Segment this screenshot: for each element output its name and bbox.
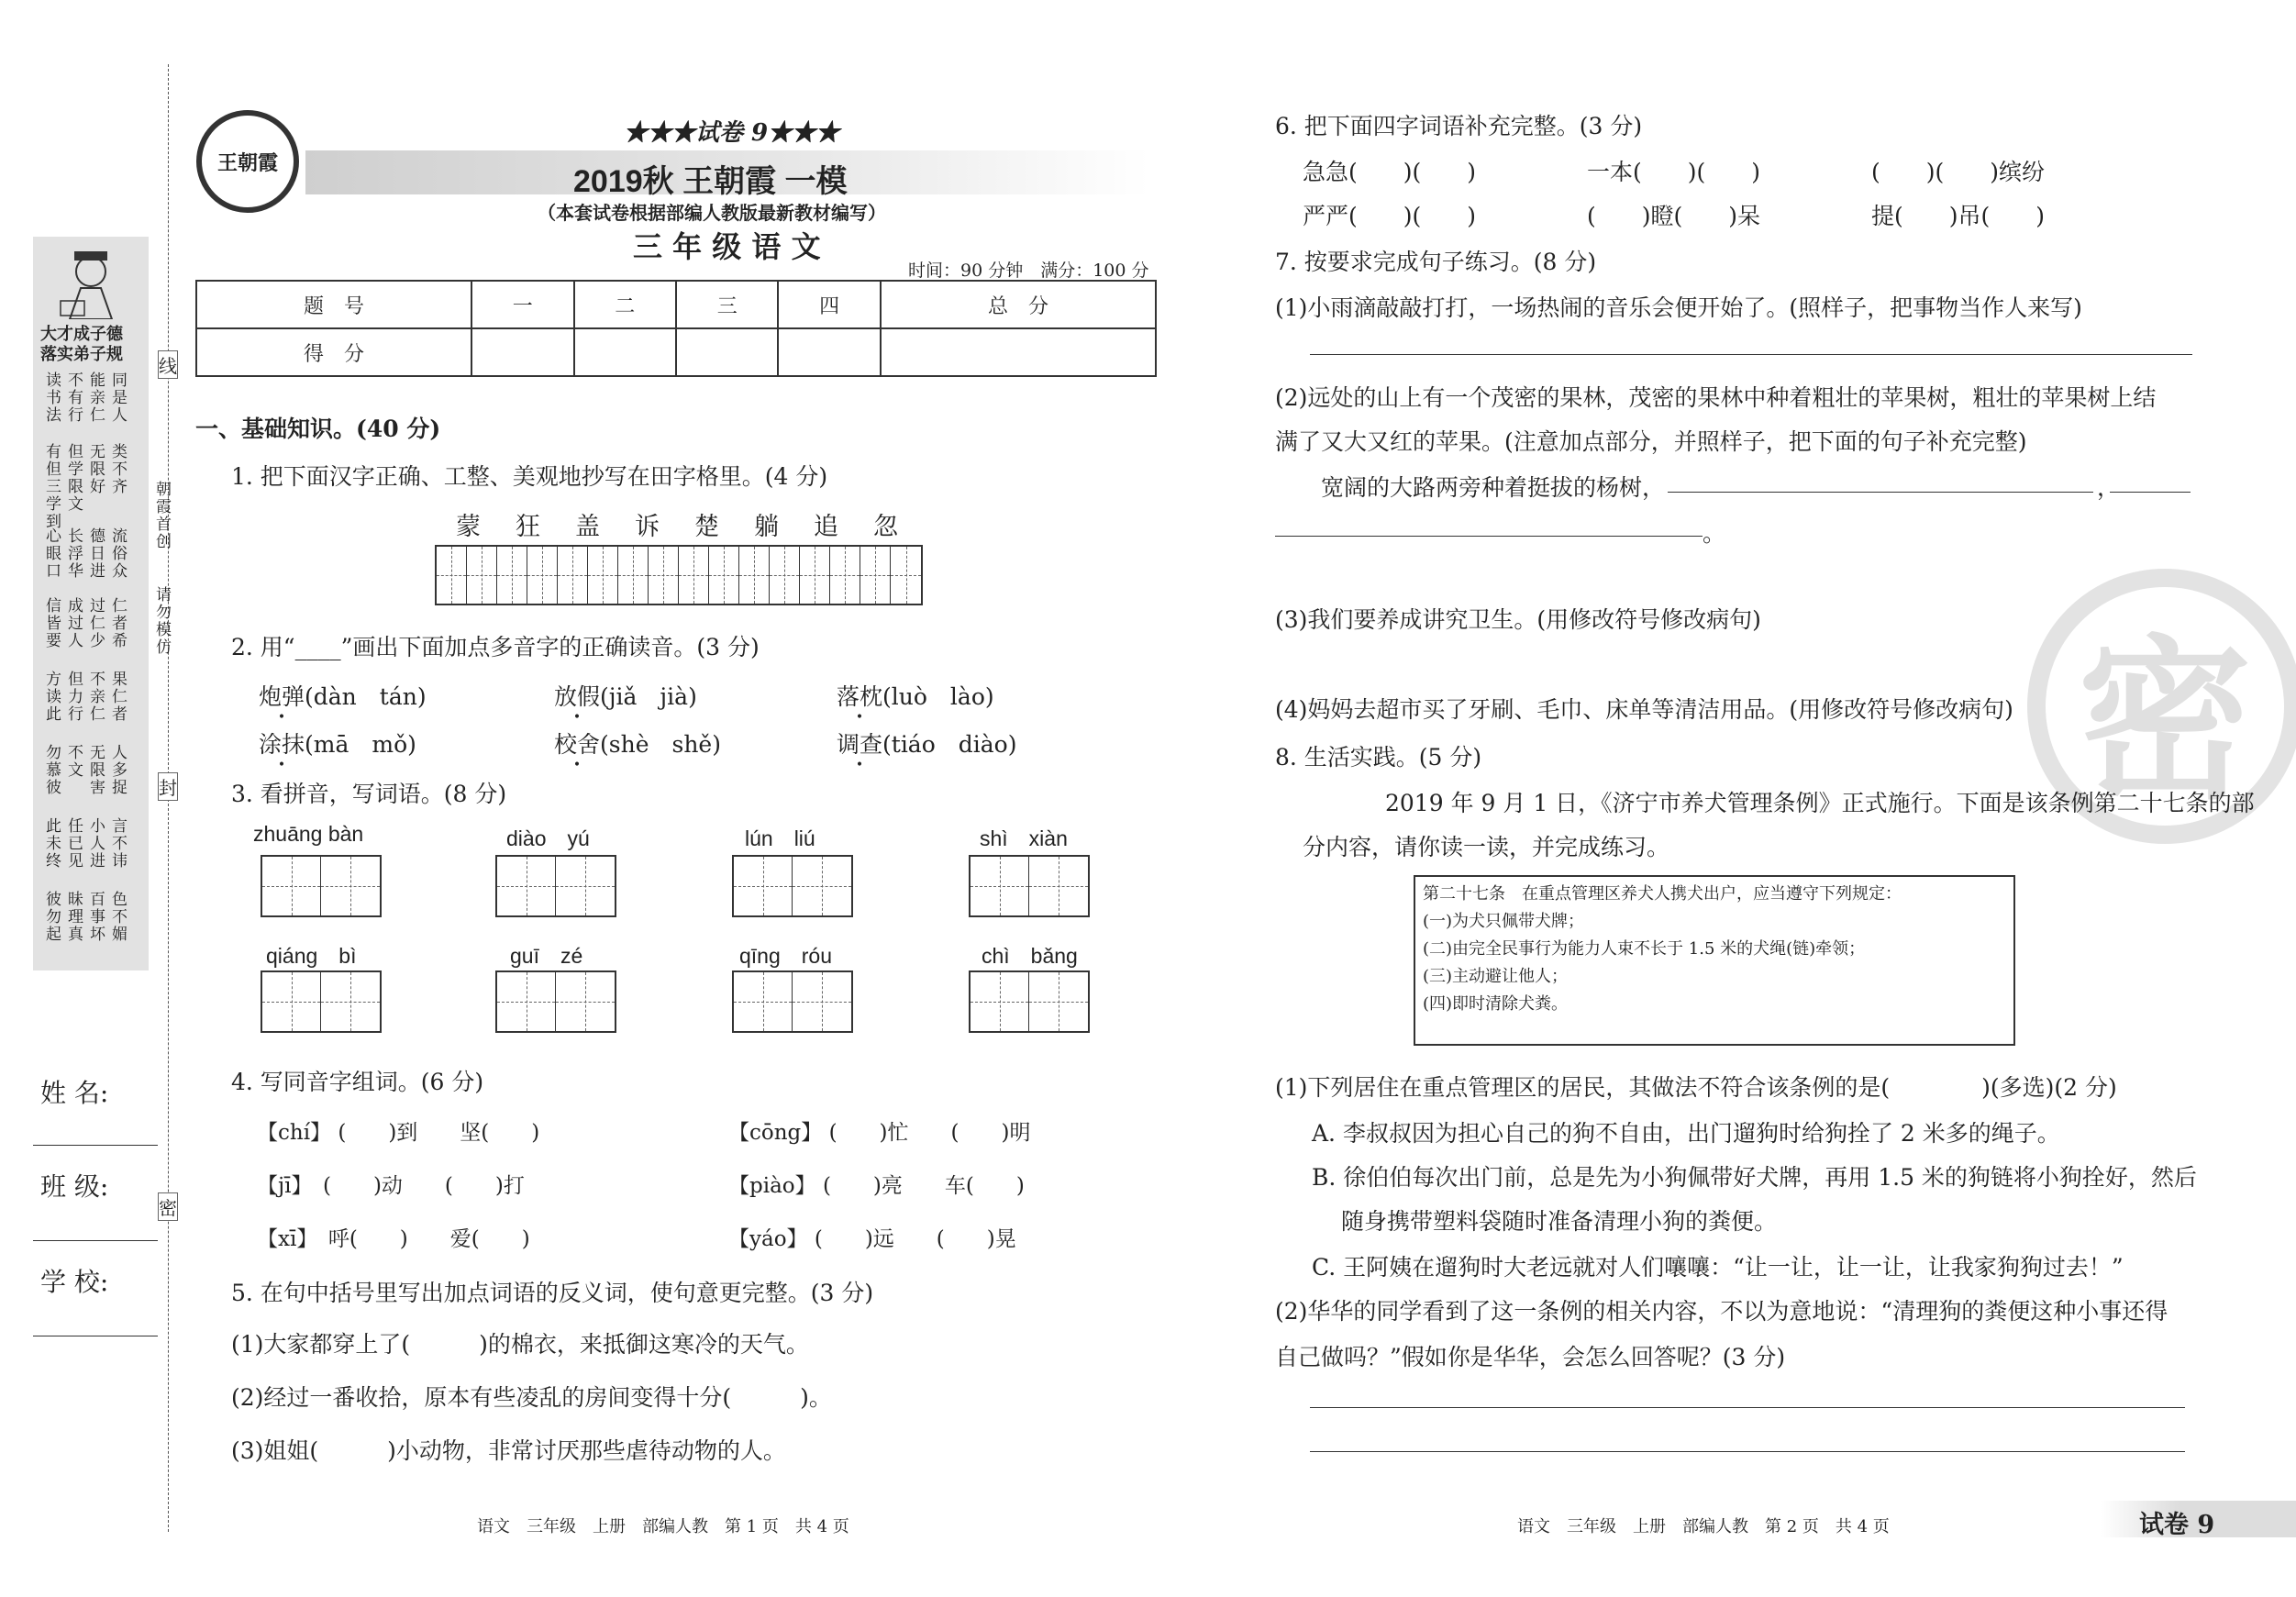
poem-col: 读书法 <box>46 372 61 425</box>
q8-option-b-cont: 随身携带塑料袋随时准备清理小狗的粪便。 <box>1341 1208 1778 1235</box>
poem-col: 无限害 <box>90 744 105 797</box>
regulation-line: (一)为犬只佩带犬牌； <box>1423 912 1585 931</box>
poem-col: 德日进 <box>90 527 105 581</box>
q1-char: 诉 <box>635 513 660 541</box>
q2-item <box>837 679 994 712</box>
q5-item[interactable]: (2)经过一番收拾，原本有些凌乱的房间变得十分( )。 <box>231 1384 832 1411</box>
question-7: 7. 按要求完成句子练习。(8 分) <box>1275 249 1597 275</box>
q8-option-c[interactable]: C. 王阿姨在遛狗时大老远就对人们嚷嚷：“让一让，让一让，让我家狗狗过去！” <box>1312 1254 2124 1281</box>
score-header: 总 分 <box>881 281 1156 328</box>
poem-col: 色不媚 <box>112 891 128 944</box>
q2-item <box>259 679 427 712</box>
poem-col: 彼勿起 <box>46 891 61 944</box>
side-vertical-note-1: 朝霞首创 <box>156 481 172 551</box>
q2-word: 落枕 <box>837 683 883 710</box>
q2-word: 炮弹 <box>259 683 305 710</box>
poem-col: 人多捉 <box>112 744 128 797</box>
poem-col: 长浮华 <box>68 527 83 581</box>
poem-col: 不亲仁 <box>90 671 105 724</box>
q3-pinyin: shì xiàn <box>980 826 1068 850</box>
q2-word: 放假 <box>554 683 601 710</box>
regulation-line: (四)即时清除犬粪。 <box>1423 994 1569 1014</box>
poem-col: 小人进 <box>90 817 105 871</box>
q3-answer-grid[interactable] <box>495 970 616 1033</box>
q1-char: 蒙 <box>456 513 481 541</box>
secret-watermark: 密 <box>2027 569 2296 844</box>
q4-row-item[interactable]: 【xī】 呼( ) 爱( ) <box>257 1227 530 1251</box>
q1-char: 躺 <box>754 513 779 541</box>
poem-col: 无限好 <box>90 443 105 496</box>
brand-logo <box>196 110 299 213</box>
q2-pinyin[interactable]: (mā mǒ) <box>305 731 416 758</box>
poem-col: 百事坏 <box>90 891 105 944</box>
q1-char: 忽 <box>873 513 898 541</box>
q5-item[interactable]: (1)大家都穿上了( )的棉衣，来抵御这寒冷的天气。 <box>231 1331 809 1358</box>
score-row-label: 得 分 <box>196 328 471 376</box>
poem-col: 但力行 <box>68 671 83 724</box>
question-4: 4. 写同音字组词。(6 分) <box>231 1069 484 1095</box>
q2-pinyin[interactable]: (luò lào) <box>882 683 994 710</box>
q4-row-item[interactable]: 【cōng】 ( )忙 ( )明 <box>728 1121 1031 1145</box>
sidebar-slogan-1: 大才成子德 <box>40 325 123 344</box>
poem-col: 但学限文 <box>68 443 83 514</box>
corner-tag-text: 试卷 9 <box>2139 1511 2215 1539</box>
poem-col: 不文 <box>68 744 83 780</box>
exam-note: （本套试卷根据部编人教版最新教材编写） <box>538 202 886 224</box>
q1-tianzige-grid[interactable] <box>435 545 923 605</box>
question-5: 5. 在句中括号里写出加点词语的反义词，使句意更完整。(3 分) <box>231 1280 874 1306</box>
q3-pinyin: diào yú <box>506 826 590 850</box>
q3-pinyin: qīng róu <box>739 944 833 968</box>
seal-mark-seal: 封 <box>158 772 178 801</box>
q2-item <box>259 726 416 760</box>
q7-2a: (2)远处的山上有一个茂密的果林，茂密的果林中种着粗壮的苹果树，粗壮的苹果树上结 <box>1275 384 2157 411</box>
q2-word: 调查 <box>837 731 883 758</box>
paper-tag: ★★★试卷 9★★★ <box>624 119 840 147</box>
score-cell[interactable] <box>676 328 778 376</box>
score-header: 四 <box>778 281 880 328</box>
q7-2-answer-line[interactable] <box>2110 492 2191 493</box>
score-cell[interactable] <box>574 328 676 376</box>
q8-2a: (2)华华的同学看到了这一条例的相关内容，不以为意地说：“清理狗的粪便这种小事还得 <box>1275 1298 2168 1325</box>
poem-col: 任已见 <box>68 817 83 871</box>
question-2: 2. 用“____”画出下面加点多音字的正确读音。(3 分) <box>231 634 760 660</box>
q3-pinyin: guī zé <box>510 944 583 968</box>
q2-word: 校舍 <box>554 731 601 758</box>
score-header: 二 <box>574 281 676 328</box>
q8-option-b[interactable]: B. 徐伯伯每次出门前，总是先为小狗佩带好犬牌，再用 1.5 米的狗链将小狗拴好，然后 <box>1312 1164 2197 1191</box>
logo-text: 王朝霞 <box>216 150 278 175</box>
score-cell[interactable] <box>471 328 573 376</box>
q2-pinyin[interactable]: (jiǎ jià) <box>600 683 697 710</box>
poem-col: 类不齐 <box>112 443 128 496</box>
poem-col: 果仁者 <box>112 671 128 724</box>
q3-pinyin: zhuāng bàn <box>253 822 364 846</box>
q7-1: (1)小雨滴敲敲打打，一场热闹的音乐会便开始了。(照样子，把事物当作人来写) <box>1275 294 2082 321</box>
q2-pinyin[interactable]: (dàn tán) <box>305 683 427 710</box>
q8-option-a[interactable]: A. 李叔叔因为担心自己的狗不自由，出门遛狗时给狗拴了 2 米多的绳子。 <box>1312 1120 2060 1147</box>
q1-char: 追 <box>814 513 838 541</box>
q2-item <box>554 679 697 712</box>
q7-2-answer-line[interactable] <box>1275 536 1703 537</box>
poem-col: 昧理真 <box>68 891 83 944</box>
question-3: 3. 看拼音，写词语。(8 分) <box>231 781 507 807</box>
q1-characters <box>438 506 915 542</box>
regulation-box <box>1414 875 2015 1046</box>
q4-row-item[interactable]: 【jī】 ( )动 ( )打 <box>257 1174 525 1198</box>
name-field[interactable] <box>33 1145 158 1146</box>
student-cartoon-icon <box>33 237 149 319</box>
q6-item[interactable]: 提( )吊( ) <box>1871 203 2046 229</box>
q2-word: 涂抹 <box>259 731 305 758</box>
q3-pinyin: chì bǎng <box>982 944 1078 968</box>
q2-pinyin[interactable]: (tiáo diào) <box>882 731 1017 758</box>
time-info: 时间：90 分钟 满分：100 分 <box>908 261 1149 281</box>
q7-4: (4)妈妈去超市买了牙刷、毛巾、床单等清洁用品。(用修改符号修改病句) <box>1275 696 2013 723</box>
q3-answer-grid[interactable] <box>732 970 853 1033</box>
poem-col: 能亲仁 <box>90 372 105 425</box>
seal-mark-line: 线 <box>158 350 178 379</box>
section-1-title: 一、基础知识。(40 分) <box>195 416 441 442</box>
q4-row-item[interactable]: 【yáo】 ( )远 ( )晃 <box>728 1227 1016 1251</box>
side-vertical-note-2: 请勿模仿 <box>156 586 172 657</box>
q1-char: 狂 <box>516 513 540 541</box>
score-header: 题 号 <box>196 281 471 328</box>
sidebar-panel <box>33 237 149 970</box>
class-label: 班 级: <box>40 1171 109 1202</box>
q6-item[interactable]: ( )瞪( )呆 <box>1587 203 1761 229</box>
q1-char: 盖 <box>575 513 600 541</box>
q3-answer-grid[interactable] <box>495 855 616 917</box>
poem-col: 信皆要 <box>46 597 61 650</box>
q8-2-answer-line[interactable] <box>1310 1451 2185 1452</box>
q7-2c: 宽阔的大路两旁种着挺拔的杨树， <box>1321 474 1666 501</box>
q3-answer-grid[interactable] <box>732 855 853 917</box>
poem-col: 此未终 <box>46 817 61 871</box>
corner-paper-tag <box>2101 1501 2296 1537</box>
score-header: 三 <box>676 281 778 328</box>
poem-col: 成过人 <box>68 597 83 650</box>
seal-mark-secret: 密 <box>158 1192 178 1221</box>
q3-pinyin: qiáng bì <box>266 944 357 968</box>
poem-col: 有但三学到 <box>46 443 61 531</box>
poem-col: 言不讳 <box>112 817 128 871</box>
q3-answer-grid[interactable] <box>261 970 382 1033</box>
q6-item[interactable]: 急急( )( ) <box>1303 159 1477 185</box>
q7-3: (3)我们要养成讲究卫生。(用修改符号修改病句) <box>1275 606 1761 633</box>
question-8: 8. 生活实践。(5 分) <box>1275 744 1482 771</box>
name-label: 姓 名: <box>40 1078 109 1108</box>
question-1: 1. 把下面汉字正确、工整、美观地抄写在田字格里。(4 分) <box>231 463 828 490</box>
score-cell[interactable] <box>881 328 1156 376</box>
q3-pinyin: lún liú <box>745 826 815 850</box>
q7-1-answer-line[interactable] <box>1310 354 2192 355</box>
poem-col: 方读此 <box>46 671 61 724</box>
subject-title: 三 年 级 语 文 <box>633 229 821 264</box>
sidebar-poem-area <box>46 372 138 959</box>
q3-answer-grid[interactable] <box>969 855 1090 917</box>
q8-intro-2: 分内容，请你读一读，并完成练习。 <box>1303 834 1670 860</box>
q8-2b: 自己做吗？”假如你是华华，会怎么回答呢？(3 分) <box>1275 1344 1786 1370</box>
sidebar-slogan-2: 落实弟子规 <box>40 345 123 364</box>
class-field[interactable] <box>33 1240 158 1241</box>
q6-item[interactable]: 一本( )( ) <box>1587 159 1761 185</box>
q6-item[interactable]: 严严( )( ) <box>1303 203 1477 229</box>
poem-col: 同是人 <box>112 372 128 425</box>
exam-title: 2019秋 王朝霞 一模 <box>573 164 848 199</box>
poem-col: 心眼口 <box>46 527 61 581</box>
q1-char: 楚 <box>694 513 719 541</box>
poem-col: 过仁少 <box>90 597 105 650</box>
poem-col: 勿慕彼 <box>46 744 61 797</box>
q2-pinyin[interactable]: (shè shě) <box>600 731 721 758</box>
score-cell[interactable] <box>778 328 880 376</box>
poem-col: 不有行 <box>68 372 83 425</box>
regulation-line: (二)由完全民事行为能力人束不长于 1.5 米的犬绳(链)牵领； <box>1423 939 1866 959</box>
score-header: 一 <box>471 281 573 328</box>
q7-2b: 满了又大又红的苹果。(注意加点部分，并照样子，把下面的句子补充完整) <box>1275 428 2027 455</box>
page-footer-2: 语文 三年级 上册 部编人教 第 2 页 共 4 页 <box>1517 1517 1890 1536</box>
poem-col: 仁者希 <box>112 597 128 650</box>
regulation-line: 第二十七条 在重点管理区养犬人携犬出户，应当遵守下列规定： <box>1423 884 1902 904</box>
page-footer-1: 语文 三年级 上册 部编人教 第 1 页 共 4 页 <box>477 1517 849 1536</box>
question-6: 6. 把下面四字词语补充完整。(3 分) <box>1275 113 1643 139</box>
q3-answer-grid[interactable] <box>969 970 1090 1033</box>
poem-col: 流俗众 <box>112 527 128 581</box>
q8-1: (1)下列居住在重点管理区的居民，其做法不符合该条例的是( )(多选)(2 分) <box>1275 1074 2117 1101</box>
q7-2-period: 。 <box>1703 520 1726 547</box>
q5-item[interactable]: (3)姐姐( )小动物，非常讨厌那些虐待动物的人。 <box>231 1437 786 1464</box>
q8-intro-1: 2019 年 9 月 1 日，《济宁市养犬管理条例》正式施行。下面是该条例第二十七条的部 <box>1385 790 2255 816</box>
q2-item <box>837 726 1016 760</box>
q4-row-item[interactable]: 【chí】 ( )到 坚( ) <box>257 1121 540 1145</box>
score-table <box>195 280 1157 377</box>
q6-item[interactable]: ( )( )缤纷 <box>1871 159 2046 185</box>
q7-2-answer-line[interactable] <box>1668 492 2093 493</box>
q3-answer-grid[interactable] <box>261 855 382 917</box>
q2-item <box>554 726 721 760</box>
school-label: 学 校: <box>40 1267 109 1297</box>
q4-row-item[interactable]: 【piào】 ( )亮 车( ) <box>728 1174 1025 1198</box>
regulation-line: (三)主动避让他人； <box>1423 967 1569 986</box>
q8-2-answer-line[interactable] <box>1310 1407 2185 1408</box>
